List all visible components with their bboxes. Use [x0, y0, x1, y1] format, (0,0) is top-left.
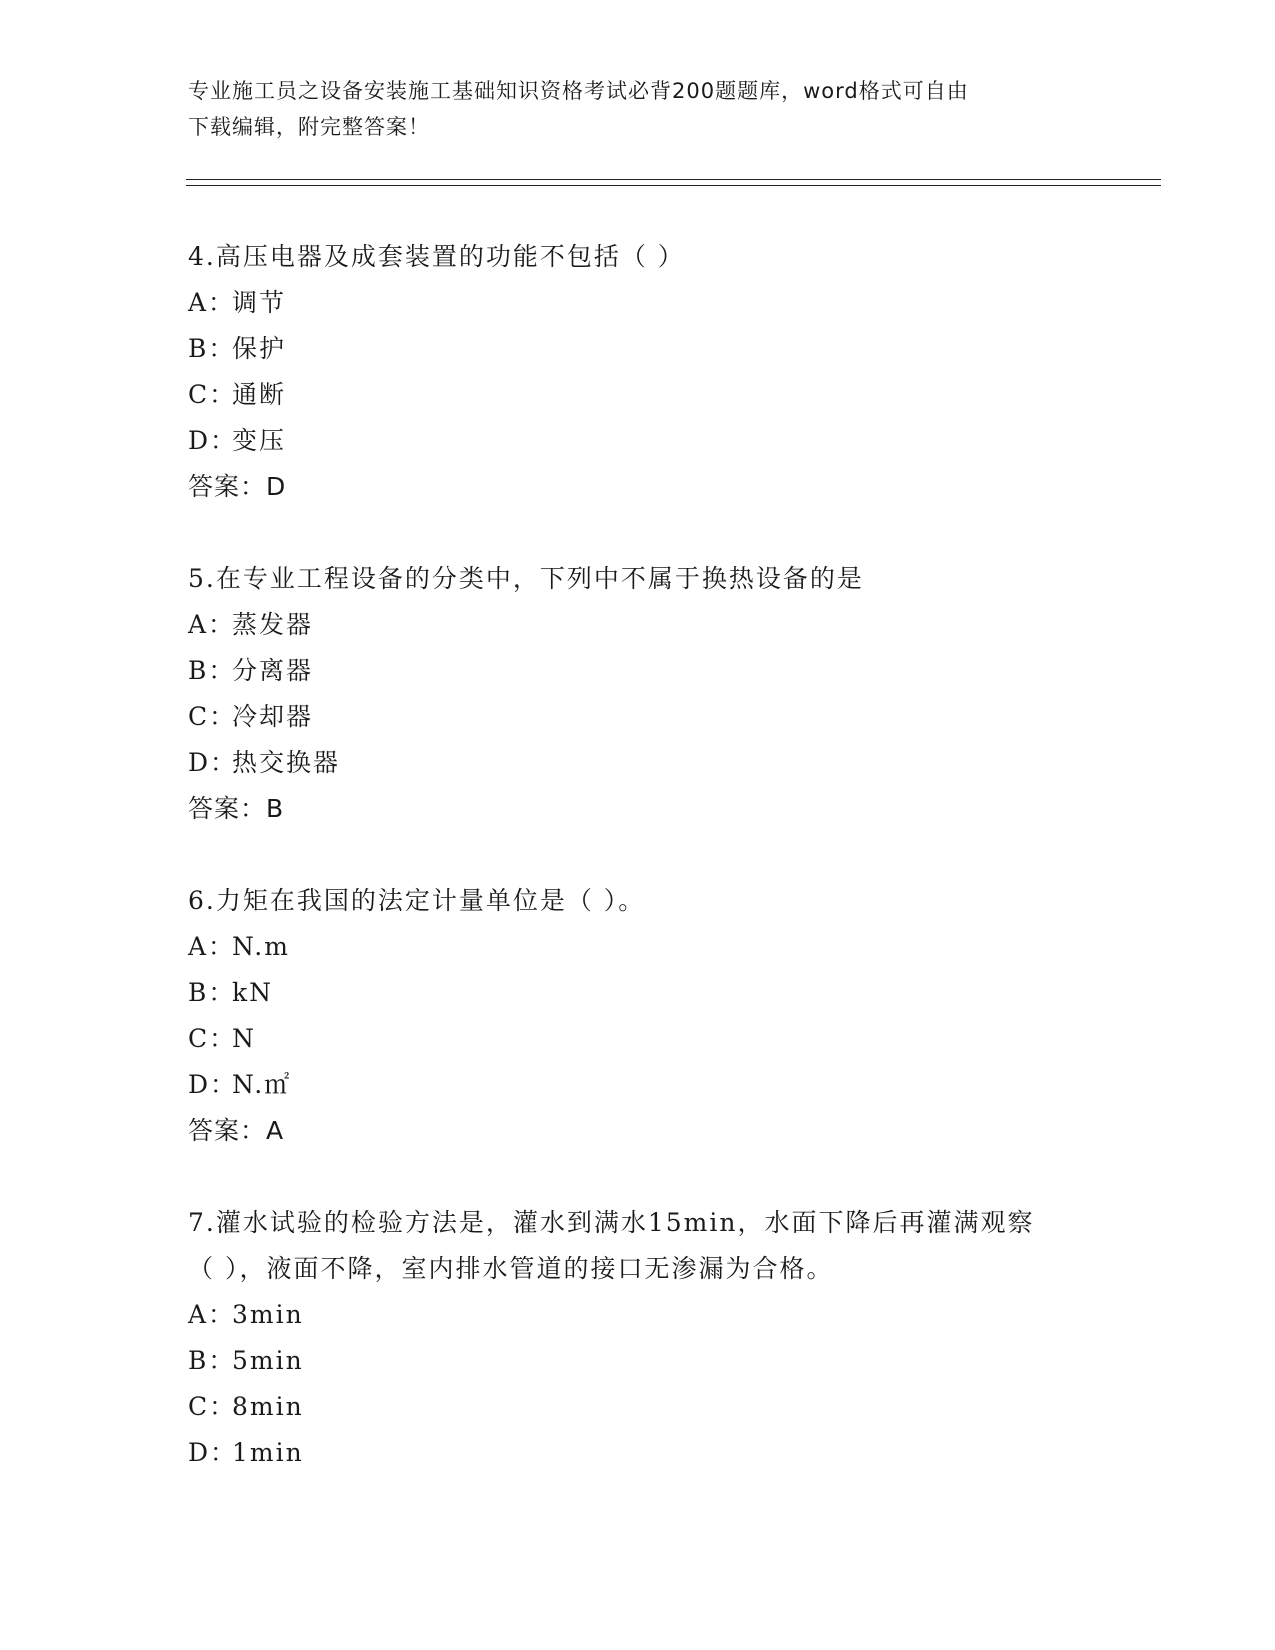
option-text: 1min: [232, 1438, 304, 1467]
option-b: [188, 648, 1108, 694]
option-letter: B：: [188, 978, 236, 1007]
option-letter: B：: [188, 334, 236, 363]
option-c: [188, 372, 1108, 418]
option-c: [188, 1384, 1108, 1430]
option-letter: A：: [188, 932, 236, 961]
option-text: 5min: [232, 1346, 304, 1375]
option-letter: A：: [188, 1300, 236, 1329]
option-a: [188, 602, 1108, 648]
option-a: [188, 280, 1108, 326]
option-text: N.m: [232, 932, 290, 961]
option-text: 热交换器: [232, 748, 341, 777]
option-letter: C：: [188, 1024, 237, 1053]
option-b: [188, 326, 1108, 372]
option-text: 通断: [232, 380, 287, 409]
option-letter: C：: [188, 702, 237, 731]
question-6: [188, 878, 1108, 1154]
option-d: [188, 740, 1108, 786]
option-text: kN: [232, 978, 274, 1007]
option-c: [188, 694, 1108, 740]
option-text: 调节: [232, 288, 287, 317]
option-text: 保护: [232, 334, 287, 363]
option-d: [188, 418, 1108, 464]
question-stem: 6.力矩在我国的法定计量单位是（ ）。: [188, 886, 646, 915]
option-letter: A：: [188, 610, 236, 639]
question-stem: 4.高压电器及成套装置的功能不包括（ ）: [188, 242, 685, 271]
option-letter: B：: [188, 656, 236, 685]
question-4: [188, 234, 1108, 510]
question-5: [188, 556, 1108, 832]
option-d: [188, 1430, 1108, 1476]
question-stem: 5.在专业工程设备的分类中，下列中不属于换热设备的是: [188, 564, 864, 593]
header-divider-top: [186, 179, 1161, 180]
option-letter: B：: [188, 1346, 236, 1375]
header-divider-bottom: [186, 185, 1161, 186]
option-letter: C：: [188, 1392, 237, 1421]
option-letter: D：: [188, 1438, 238, 1467]
option-d: [188, 1062, 1108, 1108]
option-b: [188, 1338, 1108, 1384]
option-b: [188, 970, 1108, 1016]
option-text: 冷却器: [232, 702, 314, 731]
option-letter: D：: [188, 426, 238, 455]
option-a: [188, 1292, 1108, 1338]
option-letter: D：: [188, 748, 238, 777]
option-text: 3min: [232, 1300, 304, 1329]
option-letter: C：: [188, 380, 237, 409]
question-7: [188, 1200, 1108, 1476]
document-header: [188, 73, 1088, 145]
option-text: N.㎡: [232, 1070, 292, 1099]
question-stem-line-2: （ ），液面不降，室内排水管道的接口无渗漏为合格。: [188, 1254, 834, 1283]
question-stem-line-1: 7.灌水试验的检验方法是，灌水到满水15min，水面下降后再灌满观察: [188, 1208, 1035, 1237]
option-text: 分离器: [232, 656, 314, 685]
option-text: 蒸发器: [232, 610, 314, 639]
option-letter: A：: [188, 288, 236, 317]
option-c: [188, 1016, 1108, 1062]
option-a: [188, 924, 1108, 970]
header-line-2: 下载编辑，附完整答案！: [188, 115, 430, 139]
header-line-1: 专业施工员之设备安装施工基础知识资格考试必背200题题库，word格式可自由: [188, 79, 969, 103]
option-text: 8min: [232, 1392, 304, 1421]
answer-text: 答案：A: [188, 1116, 285, 1145]
answer-text: 答案：B: [188, 794, 285, 823]
option-text: N: [232, 1024, 256, 1053]
option-letter: D：: [188, 1070, 238, 1099]
option-text: 变压: [232, 426, 287, 455]
answer-text: 答案：D: [188, 472, 287, 501]
